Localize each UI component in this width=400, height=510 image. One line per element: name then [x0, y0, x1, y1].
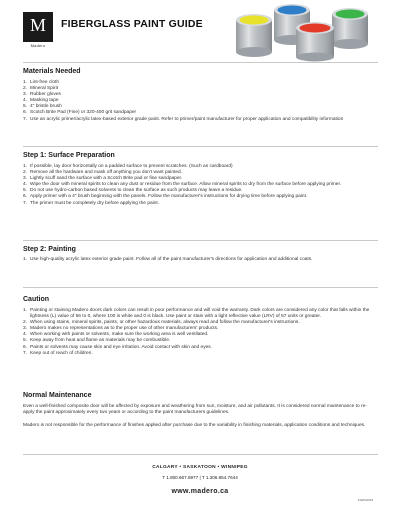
footer-divider [23, 454, 378, 455]
section-divider [23, 146, 378, 147]
list-item [23, 201, 373, 207]
step2-list [23, 257, 373, 263]
list-item-number: 5. [23, 188, 28, 194]
paint-can-green [332, 8, 368, 49]
list-item-number: 7. [23, 200, 28, 206]
caution-list [23, 308, 373, 357]
section-divider [23, 287, 378, 288]
list-item-text: Wipe the door with mineral spirits to clean any dust or residue from the surface. Allow mineral spirits to dry from the surface before applying primer. [30, 182, 342, 188]
footer-cities: CALGARY • SASKATOON • WINNIPEG [152, 465, 248, 470]
section-divider [23, 240, 378, 241]
step2-heading: Step 2: Painting [23, 246, 76, 253]
list-item [23, 257, 373, 263]
step1-heading: Step 1: Surface Preparation [23, 152, 115, 159]
footer-website: www.madero.ca [171, 488, 229, 495]
footer-phones: T 1.800.667.6977 | T 1.306.654.7644 [162, 475, 238, 480]
list-item-text: Lint-free cloth [30, 80, 60, 85]
list-item-text: Remove all the hardware and mask off anything you don't want painted. [30, 170, 183, 176]
madero-logo [23, 12, 53, 42]
list-item-text: Paints or solvents may cause skin and eye irritation. Avoid contact with skin and eyes. [30, 344, 213, 350]
list-item-number: 5. [23, 104, 28, 110]
paint-can-red [296, 22, 334, 62]
list-item-text: Do not use hydro-carbon based solvents to clean the surface as such products may leave a residue. [30, 188, 243, 194]
list-item-text: Rubber gloves [30, 92, 61, 98]
list-item-number: 1. [23, 308, 28, 313]
list-item [23, 117, 373, 123]
header-divider [23, 62, 378, 63]
list-item [23, 351, 373, 357]
maintenance-heading: Normal Maintenance [23, 392, 92, 399]
list-item-text: Madero makes no representations as to the proper use of other manufacturers' products. [30, 326, 219, 332]
list-item-number: 1. [23, 164, 28, 169]
materials-heading: Materials Needed [23, 68, 81, 75]
maintenance-paragraph-1: Even a well-finished composite door will be affected by exposure and weathering from sun, moisture, and air pollutants. It is considered normal maintenance to re-apply the paint approximately every two years or according to the paint manufacturers guidelines. [23, 404, 367, 416]
logo-brand-name: Madero [30, 43, 46, 48]
list-item-number: 6. [23, 110, 28, 116]
list-item-text: Use high-quality acrylic latex exterior grade paint. Follow all of the paint manufacturer's directions for application and additional coats. [30, 257, 313, 262]
list-item-number: 7. [23, 116, 28, 122]
list-item-text: Scotch Brite Pad (Fine) or 320-400 grit sandpaper [30, 110, 137, 116]
list-item-number: 3. [23, 92, 28, 98]
list-item-number: 6. [23, 194, 28, 200]
list-item-number: 2. [23, 320, 28, 326]
list-item-text: When using stains, mineral spirits, paints, or other hazardous materials, always read and follow the manufacturer's instructions. [30, 320, 300, 326]
page-title: FIBERGLASS PAINT GUIDE [61, 18, 203, 30]
list-item-number: 4. [23, 332, 28, 338]
list-item-number: 1. [23, 80, 28, 85]
list-item-number: 3. [23, 176, 28, 182]
list-item-number: 2. [23, 170, 28, 176]
list-item-text: Painting or staining Madero doors dark colors can result in poor performance and will void the warranty. Dark colors are considered any color that falls within the lightness (L) value of 56 to 0, where 100 is white and 0 is black. Use paint or stain with a light reflective value (LRV) of 57 units or greater. [30, 308, 370, 320]
list-item-number: 1. [23, 257, 28, 262]
paint-can-yellow [236, 14, 272, 57]
step1-list [23, 164, 373, 207]
materials-list [23, 80, 373, 123]
list-item [23, 308, 373, 320]
list-item-text: When working with paints or solvents, make sure the working area is well ventilated. [30, 332, 209, 338]
list-item-text: 4" bristle brush [30, 104, 62, 110]
paint-cans-image [228, 0, 383, 62]
list-item-number: 6. [23, 344, 28, 350]
list-item-number: 3. [23, 326, 28, 332]
list-item-text: Apply primer with a 4" brush beginning with the panels. Follow the manufacturer's instructions for drying time before applying paint. [30, 194, 308, 200]
list-item-text: Lightly scuff sand the surface with a Scotch Brite pad or fine sandpaper. [30, 176, 183, 182]
list-item-text: If possible, lay door horizontally on a padded surface to prevent scratches. (Such as cardboard) [30, 164, 233, 169]
maintenance-paragraph-2: Madero is not responsible for the performance of finishes applied after purchase due to the variability in finishing materials, application conditions and techniques. [23, 423, 366, 428]
logo-letter: M [29, 15, 46, 35]
list-item-text: Masking tape [30, 98, 59, 104]
list-item-number: 5. [23, 338, 28, 344]
list-item-text: Mineral Spirit [30, 86, 58, 92]
list-item-number: 4. [23, 182, 28, 188]
list-item-text: Keep away from heat and flame as materials may be combustible. [30, 338, 171, 344]
caution-heading: Caution [23, 296, 50, 303]
list-item-text: The primer must be completely dry before applying the paint. [30, 200, 160, 206]
list-item-number: 7. [23, 350, 28, 356]
list-item-text: Keep out of reach of children. [30, 350, 93, 356]
list-item-number: 4. [23, 98, 28, 104]
list-item-number: 2. [23, 86, 28, 92]
list-item-text: Use an acrylic primer/acrylic latex-based exterior grade paint. Refer to primer/paint manufacturer for proper application and compatibility information [30, 116, 344, 122]
document-code: FGPG2015 [358, 498, 374, 502]
